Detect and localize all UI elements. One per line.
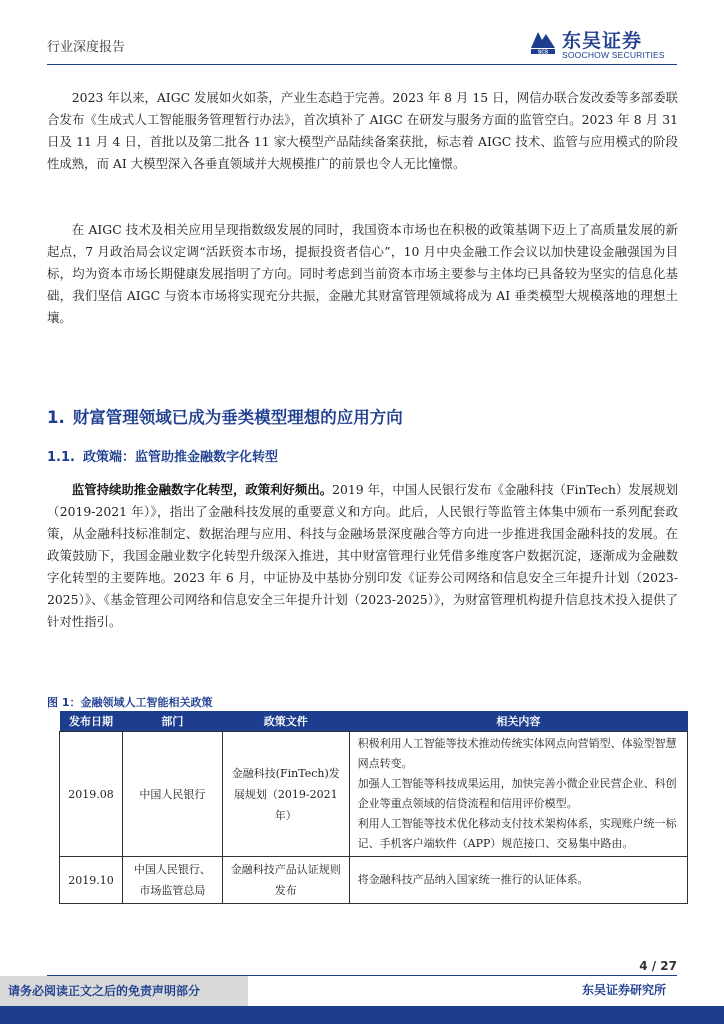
policy-table (59, 711, 688, 904)
header-department: 部门 (122, 711, 222, 732)
cell-department: 中国人民银行、市场监管总局 (122, 857, 222, 904)
cell-department: 中国人民银行 (122, 732, 222, 857)
content-line: 利用人工智能等技术优化移动支付技术架构体系，实现账户统一标记、手机客户端软件（APP）规范接口、交易集中路由。 (357, 817, 677, 850)
page-number: 4 / 27 (639, 959, 677, 973)
cell-date: 2019.10 (60, 857, 123, 904)
footer-organization: 东吴证券研究所 (581, 983, 666, 997)
disclaimer-notice: 请务必阅读正文之后的免责声明部分 (0, 976, 248, 1006)
section-heading-1 (47, 404, 403, 428)
content-line: 将金融科技产品纳入国家统一推行的认证体系。 (357, 873, 589, 886)
cell-date: 2019.08 (60, 732, 123, 857)
paragraph-lead-bold: 监管持续助推金融数字化转型，政策利好频出。 (71, 482, 333, 497)
header-rule (47, 64, 677, 65)
cell-document: 金融科技产品认证规则发布 (222, 857, 349, 904)
paragraph-capital-market: 在 AIGC 技术及相关应用呈现指数级发展的同时，我国资本市场也在积极的政策基调下迈上了高质量发展的新起点，7 月政治局会议定调“活跃资本市场，提振投资者信心”，10 月中央金融工作会议以加快建设金融强国为目标，均为资本市场长期健康发展指明了方向。同时考虑到当前资本市场主要参与主体均已具备较为坚实的信息化基础，我们坚信 AIGC 与资本市场将实现充分共振，金融尤其财富管理领域将成为 AI 垂类模型大规模落地的理想土壤。 (47, 222, 678, 325)
soochow-logo (528, 26, 678, 62)
header-date: 发布日期 (60, 711, 123, 732)
section-number: 1. (47, 408, 65, 427)
table-header-row (60, 711, 688, 732)
footer-bar (0, 1006, 724, 1024)
table-row (60, 732, 688, 857)
scs-logo-icon (528, 28, 558, 56)
svg-text:SCS: SCS (537, 49, 549, 56)
subsection-title: 政策端：监管助推金融数字化转型 (82, 450, 278, 465)
header-document: 政策文件 (222, 711, 349, 732)
content-line: 加强人工智能等科技成果运用，加快完善小微企业民营企业、科创企业等重点领域的信贷流程和信用评价模型。 (357, 777, 677, 810)
logo-english-name: SOOCHOW SECURITIES (562, 50, 665, 60)
paragraph-policy (47, 479, 678, 633)
cell-content (349, 857, 687, 904)
report-type-label: 行业深度报告 (47, 40, 126, 55)
paragraph-aigc-development: 2023 年以来，AIGC 发展如火如荼，产业生态趋于完善。2023 年 8 月 15 日，网信办联合发改委等多部委联合发布《生成式人工智能服务管理暂行办法》，首次填补了 AIGC 在研发与服务方面的监管空白。2023 年 8 月 31 日及 11 月 4 日，首批以及第二批各 11 家大模型产品陆续备案获批，标志着 AIGC 技术、监管与应用模式的阶段性成熟，而 AI 大模型深入各垂直领域并大规模推广的前景也令人无比憧憬。 (47, 90, 678, 171)
content-line: 积极利用人工智能等技术推动传统实体网点向营销型、体验型智慧网点转变。 (357, 737, 677, 770)
table-row (60, 857, 688, 904)
figure-title: 图 1：金融领域人工智能相关政策 (47, 696, 213, 709)
paragraph-body: 2019 年，中国人民银行发布《金融科技（FinTech）发展规划（2019-2021 年）》，指出了金融科技发展的重要意义和方向。此后，人民银行等监管主体集中颁布一系列配套政策，从金融科技标准制定、数据治理与应用、科技与金融场景深度融合等方向进一步推进我国金融科技的发展。在政策鼓励下，我国金融业数字化转型升级深入推进，其中财富管理行业凭借多维度客户数据沉淀，逐渐成为金融数字化转型的主要阵地。2023 年 6 月，中证协及中基协分别印发《证券公司网络和信息安全三年提升计划（2023-2025）》、《基金管理公司网络和信息安全三年提升计划（2023-2025）》，为财富管理机构提升信息技术投入提供了针对性指引。 (47, 482, 678, 629)
subsection-number: 1.1. (47, 450, 75, 465)
header-content: 相关内容 (349, 711, 687, 732)
logo-name: 东吴证券 (562, 30, 643, 52)
section-title: 财富管理领域已成为垂类模型理想的应用方向 (72, 408, 403, 427)
cell-content (349, 732, 687, 857)
subsection-heading-1-1 (47, 446, 278, 465)
cell-document: 金融科技(FinTech)发展规划（2019-2021 年） (222, 732, 349, 857)
